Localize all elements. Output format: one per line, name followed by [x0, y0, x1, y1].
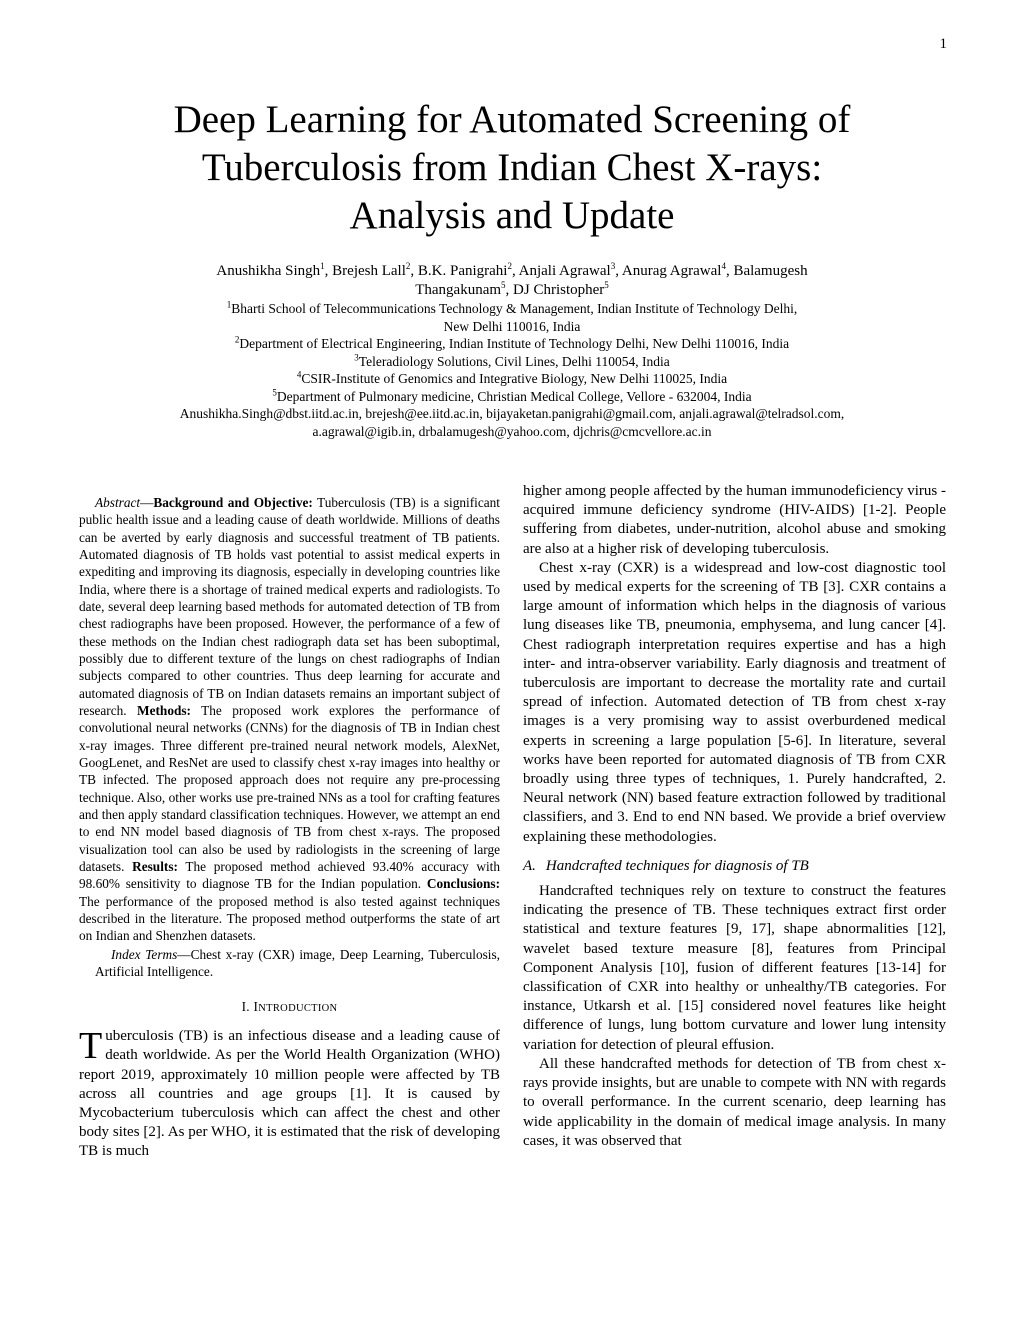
author-affil-sup: 5 [501, 280, 506, 290]
title-line-2: Tuberculosis from Indian Chest X-rays: [201, 146, 823, 189]
abstract-methods-heading: Methods: [137, 702, 191, 718]
abstract-results-text: The proposed method achieved 93.40% accuracy with 98.60% sensitivity to diagnose TB for the Indian population. [79, 858, 500, 892]
paragraph: All these handcrafted methods for detection of TB from chest x-rays provide insights, but are unable to compete with NN with regards to overall performance. In the current scenario, deep learning has wide applicability in the domain of medical image analysis. In many cases, it was observed that [523, 1055, 946, 1149]
affil-sup: 3 [354, 352, 359, 362]
abstract-dash: — [140, 495, 154, 510]
index-terms [79, 946, 500, 981]
email-list-line-1: Anushikha.Singh@dbst.iitd.ac.in, brejesh@ee.iitd.ac.in, bijayaketan.panigrahi@gmail.com, anjali.agrawal@telradsol.com, [179, 406, 845, 421]
affil-sup: 2 [234, 334, 240, 345]
author-name: , Brejesh Lall [324, 263, 406, 279]
paragraph: Chest x-ray (CXR) is a widespread and low-cost diagnostic tool used by medical experts for the screening of TB [3]. CXR contains a large amount of information which helps in the diagnosis of various lung diseases like TB, pneumonia, emphysema, and lung cancer [4]. Chest radiograph interpretation requires expertise and has a high inter- and intra-observer variability. Early diagnosis and treatment of tuberculosis are important to decrease the mortality rate and curtail spread of infection. Automated detection of TB from chest x-ray images is a very promising way to assist overburdened medical experts in screening a large population [5-6]. In literature, several works have been reported for automated diagnosis of TB from CXR broadly using three types of techniques, 1. Purely handcrafted, 2. Neural network (NN) based feature extraction followed by traditional classifiers, and 3. End to end NN based. We provide a brief overview explaining these methodologies. [523, 559, 946, 845]
paragraph: higher among people affected by the human immunodeficiency virus - acquired immune deficiency syndrome (HIV-AIDS) [1-2]. People suffering from diabetes, under-nutrition, alcohol abuse and smoking are also at a higher risk of developing tuberculosis. [523, 483, 946, 557]
title-line-1: Deep Learning for Automated Screening of [173, 98, 851, 141]
affiliation-3: Teleradiology Solutions, Civil Lines, Delhi 110054, India [358, 353, 670, 369]
author-name: Anushikha Singh [216, 263, 321, 279]
affil-sup: 4 [296, 369, 302, 380]
intro-paragraph [79, 1027, 500, 1161]
left-column [79, 494, 500, 1162]
abstract-methods-text: The proposed work explores the performance of convolutional neural networks (CNNs) for the diagnosis of TB in Indian chest x-ray images. Three different pre-trained neural network models, AlexNet, GoogLenet, and ResNet are used to classify chest x-ray images into healthy or TB infected. The proposed approach does not require any pre-processing technique. Also, other works use pre-trained NNs as a tool for crafting features and then apply standard classification techniques. However, we attempt an end to end NN model based diagnosis of TB from chest x-rays. The proposed visualization tool can also be used by radiologists in the screening of large datasets. [79, 702, 501, 874]
abstract-bg-text: Tuberculosis (TB) is a significant public health issue and a leading cause of death worldwide. Millions of deaths can be averted by early diagnosis and successful treatment of TB patients. Automated diagnosis of TB holds vast potential to assist medical experts in expediting and improving its diagnosis, especially in developing countries like India, where there is a shortage of trained medical experts and radiologists. To date, several deep learning based methods for automated detection of TB from chest radiographs have been proposed. However, the performance of a few of these methods on the Indian chest radiograph data set has been suboptimal, possibly due to different texture of the lungs on chest radiographs of Indian subjects compared to other countries. Thus deep learning for accurate and automated diagnosis of TB on Indian datasets remains an important subject of research. [79, 495, 500, 718]
affiliation-4: CSIR-Institute of Genomics and Integrative Biology, New Delhi 110025, India [301, 371, 728, 386]
subsection-heading [523, 857, 946, 876]
section-title-rest: NTRODUCTION [258, 1003, 338, 1015]
section-heading-introduction [79, 999, 500, 1015]
drop-cap: T [79, 1025, 103, 1068]
affil-sup: 1 [226, 299, 232, 310]
affiliation-5: Department of Pulmonary medicine, Christian Medical College, Vellore - 632004, India [276, 388, 752, 404]
author-name: , B.K. Panigrahi [410, 263, 508, 279]
title-line-3: Analysis and Update [349, 194, 675, 237]
abstract [79, 494, 500, 945]
right-column [523, 482, 946, 1151]
affiliation-list [60, 300, 964, 440]
paper-title [80, 96, 944, 240]
paragraph: Handcrafted techniques rely on texture to construct the features indicating the presence of TB. These techniques extract first order statistical and texture features [9, 17], shape abnormalities [12], wavelet based texture measure [8], features from Principal Component Analysis [10], fusion of different features [13-14] for classification of CXR into healthy or unhealthy/TB categories. For instance, Utkarsh et al. [15] considered novel features like height difference of lungs, lung bottom curvature and lower lung intensity variation for detection of pleural effusion. [523, 883, 946, 1053]
author-affil-sup: 2 [405, 261, 411, 271]
subsection-letter: A. [523, 857, 536, 874]
author-affil-sup: 5 [604, 280, 609, 290]
index-terms-label: Index Terms [111, 946, 178, 962]
author-affil-sup: 1 [320, 261, 325, 271]
abstract-conclusions-heading: Conclusions: [426, 876, 500, 892]
abstract-conclusions-text: The performance of the proposed method is also tested against techniques described in the literature. The proposed method outperforms the state of art on Indian and Shenzhen datasets. [79, 893, 500, 944]
affiliation-1-cont: New Delhi 110016, India [443, 318, 581, 334]
index-terms-text: Chest x-ray (CXR) image, Deep Learning, Tuberculosis, Artificial Intelligence. [95, 946, 500, 979]
section-numeral: I. [241, 999, 250, 1015]
author-affil-sup: 3 [610, 261, 616, 271]
section-title-first-letter: I [253, 999, 259, 1015]
author-name: , Anurag Agrawal [615, 263, 722, 279]
affil-sup: 5 [272, 387, 277, 397]
index-terms-dash: — [177, 946, 191, 962]
abstract-results-heading: Results: [132, 858, 178, 874]
author-name: Thangakunam [415, 282, 502, 298]
affiliation-2: Department of Electrical Engineering, Indian Institute of Technology Delhi, New Delhi 110016, India [239, 336, 790, 351]
subsection-title: Handcrafted techniques for diagnosis of TB [545, 857, 809, 874]
affiliation-1: Bharti School of Telecommunications Technology & Management, Indian Institute of Technology Delhi, [231, 301, 798, 316]
email-list-line-2: a.agrawal@igib.in, drbalamugesh@yahoo.com, djchris@cmcvellore.ac.in [312, 423, 712, 439]
author-name: , DJ Christopher [505, 282, 605, 298]
author-list [130, 262, 894, 300]
abstract-label: Abstract [95, 495, 141, 510]
author-name: , Balamugesh [725, 263, 808, 279]
page-number: 1 [939, 36, 947, 52]
author-affil-sup: 2 [507, 261, 512, 271]
author-affil-sup: 4 [721, 261, 726, 271]
author-name: , Anjali Agrawal [511, 263, 611, 279]
intro-text: uberculosis (TB) is an infectious disease and a leading cause of death worldwide. As per the World Health Organization (WHO) report 2019, approximately 10 million people were affected by TB across all countries and age groups [1]. It is caused by Mycobacterium tuberculosis which can affect the chest and other body sites [2]. As per WHO, it is estimated that the risk of developing TB is much [79, 1028, 500, 1160]
abstract-bg-heading: Background and Objective: [153, 495, 313, 510]
